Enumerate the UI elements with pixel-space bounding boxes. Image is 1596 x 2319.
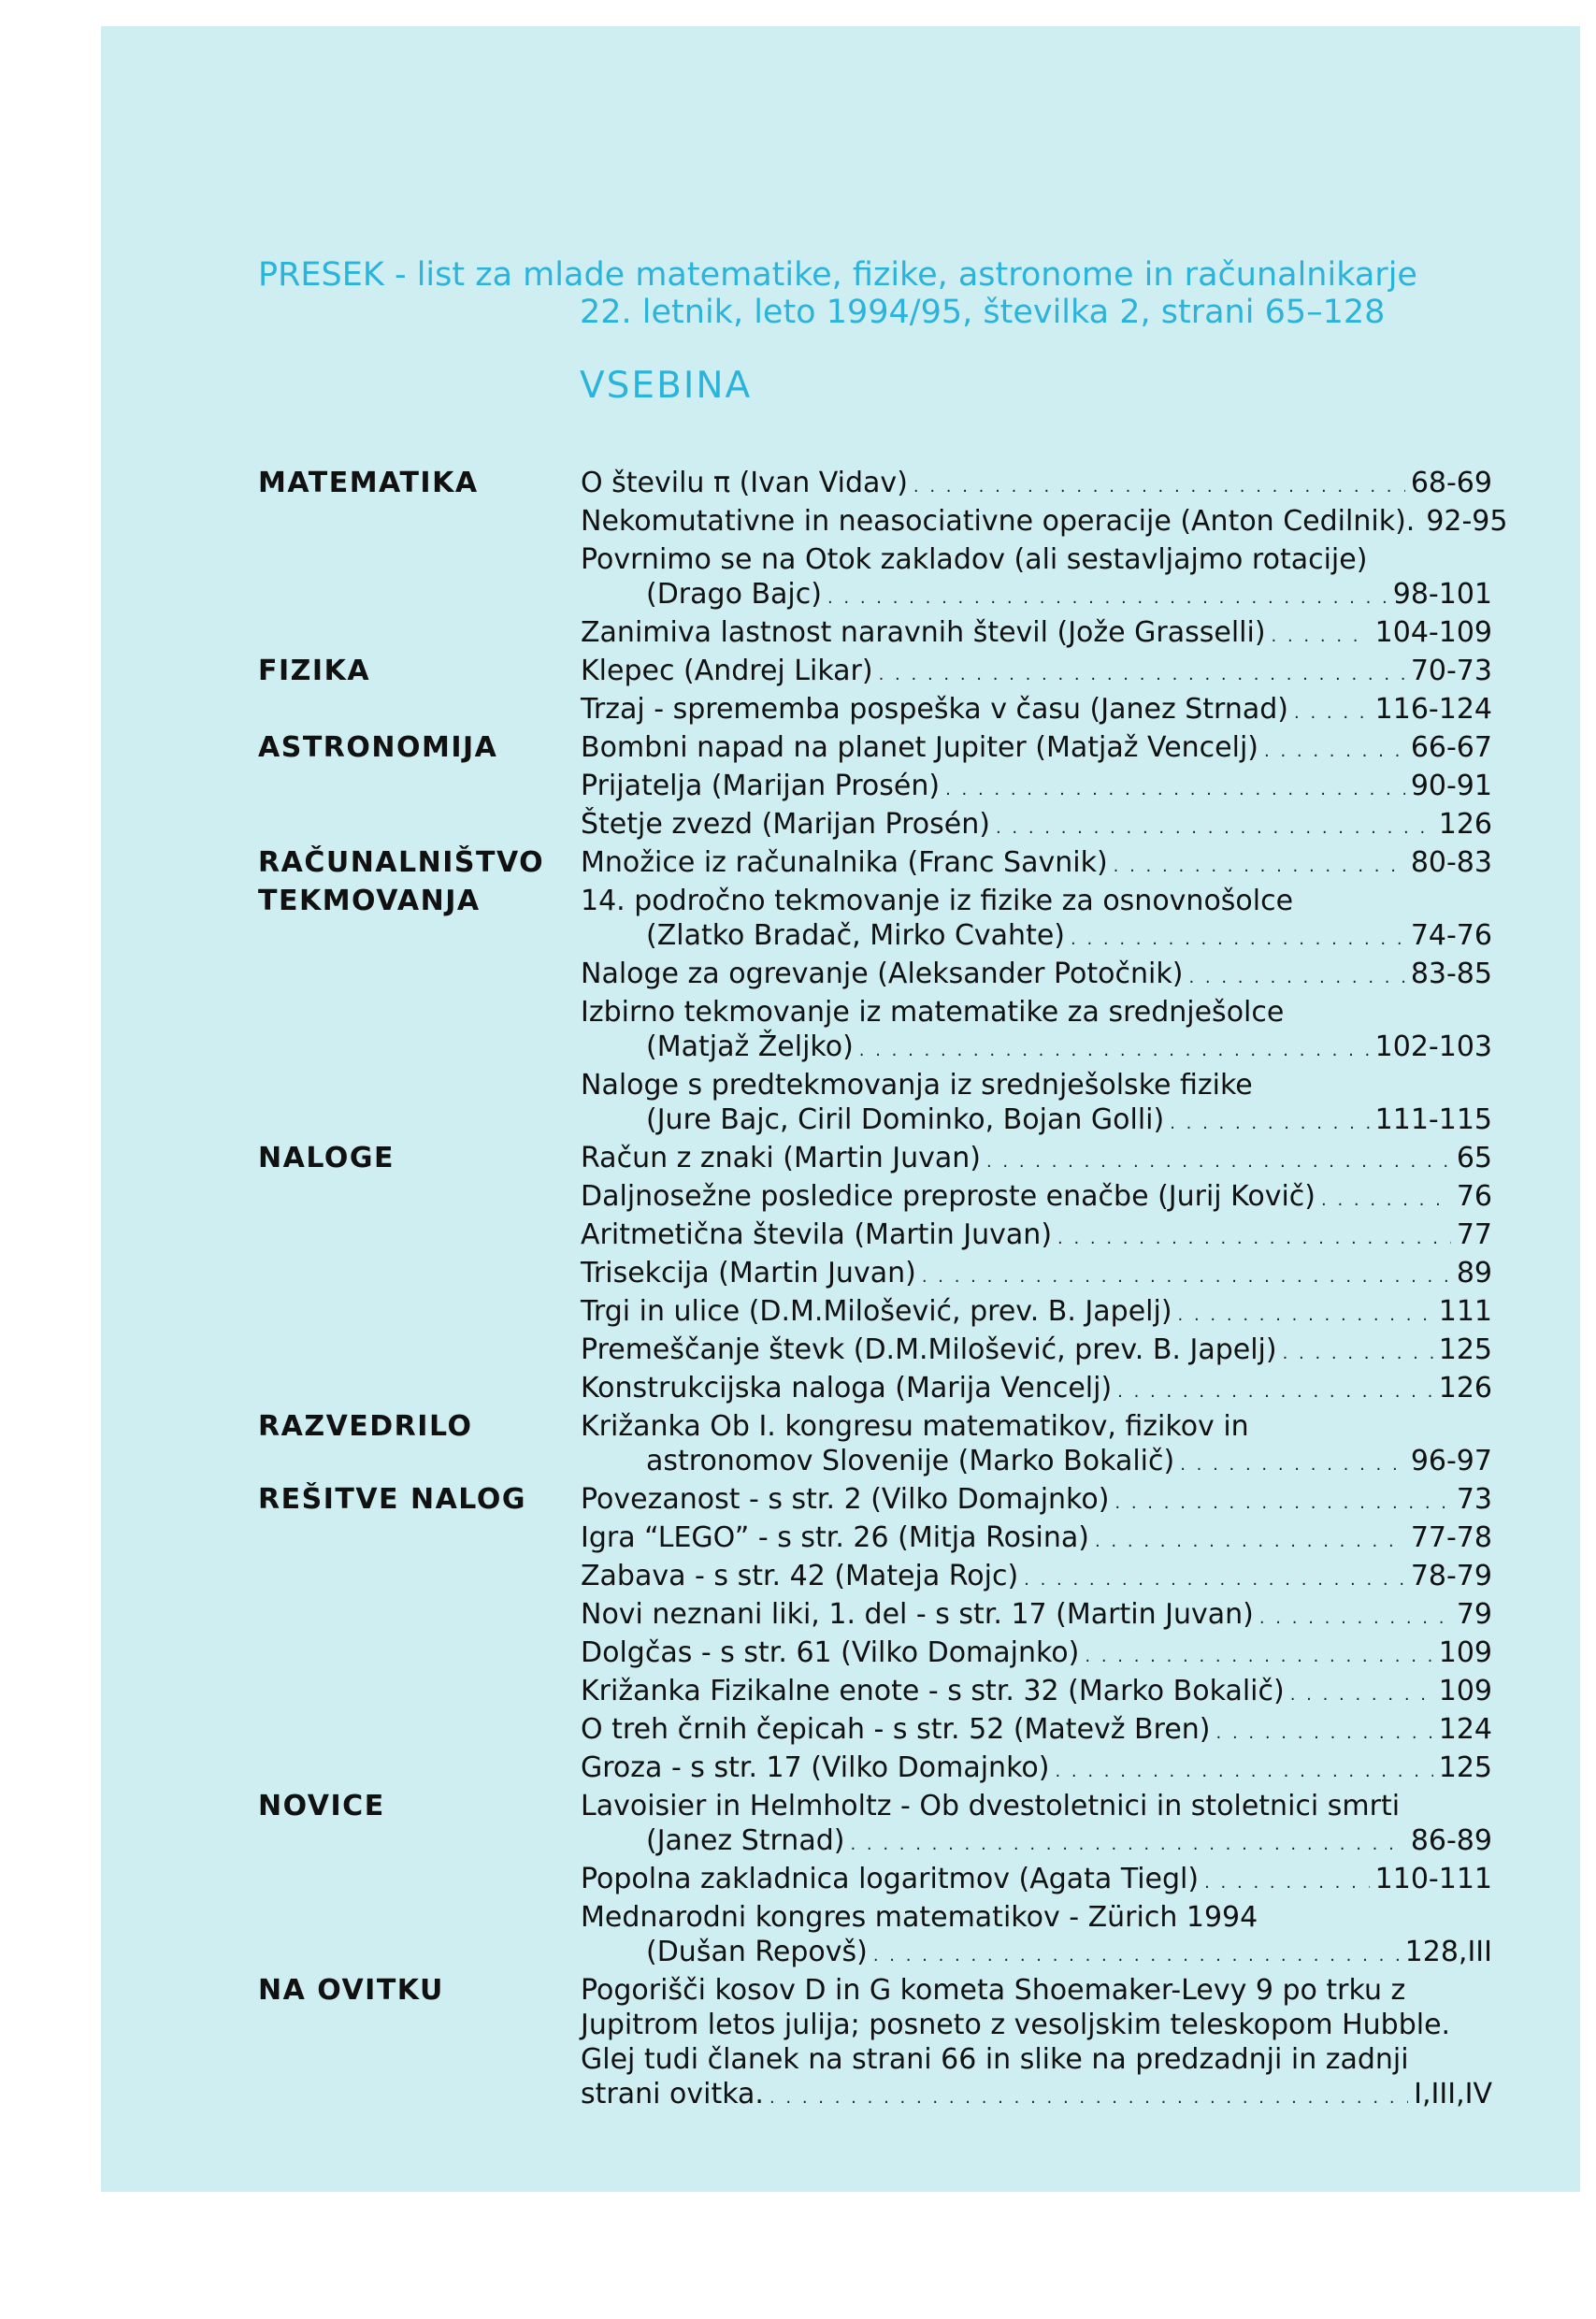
page-number: 102-103 <box>1374 1030 1492 1063</box>
section-title: REŠITVE NALOG <box>258 1483 526 1516</box>
page-number: 86-89 <box>1410 1824 1492 1857</box>
page-number: 104-109 <box>1374 616 1492 649</box>
section-title: TEKMOVANJA <box>258 885 481 917</box>
entry-title-line: Zanimiva lastnost naravnih števil (Jože Grasselli) <box>581 616 1266 649</box>
toc-entry[interactable] <box>581 1141 1492 1179</box>
entry-title-line: Novi neznani liki, 1. del - s str. 17 (Martin Juvan) <box>581 1598 1254 1631</box>
dot-leader <box>1272 615 1370 654</box>
dot-leader <box>1178 1294 1433 1332</box>
toc-entry[interactable] <box>581 1217 1492 1256</box>
section-entries <box>581 730 1492 845</box>
dot-leader <box>850 1823 1404 1862</box>
section-entries <box>581 1973 1492 2115</box>
toc-section <box>258 1973 1492 2115</box>
dot-leader <box>1071 918 1405 957</box>
toc-entry[interactable] <box>581 807 1492 845</box>
page-number: 109 <box>1438 1636 1492 1669</box>
toc-section <box>258 1482 1492 1789</box>
toc-entry[interactable] <box>581 1674 1492 1712</box>
dot-leader <box>1188 957 1404 995</box>
journal-title: PRESEK - list za mlade matematike, fizike, astronome in računalnikarje <box>258 256 1417 294</box>
entry-title-line: Premeščanje števk (D.M.Milošević, prev. B. Japelj) <box>581 1333 1277 1366</box>
entry-title-line: Nekomutativne in neasociativne operacije (Anton Cedilnik). <box>581 505 1416 538</box>
issue-info: 22. letnik, leto 1994/95, številka 2, strani 65–128 <box>580 294 1386 331</box>
toc-entry[interactable] <box>581 1597 1492 1635</box>
section-entries <box>581 884 1492 1141</box>
dot-leader <box>1085 1635 1432 1674</box>
dot-leader <box>1024 1559 1405 1597</box>
page-number: I,III,IV <box>1414 2078 1492 2110</box>
page-number: 125 <box>1438 1751 1492 1784</box>
entry-title-line: Izbirno tekmovanje iz matematike za srednješolce <box>581 996 1285 1029</box>
entry-title-line: Množice iz računalnika (Franc Savnik) <box>581 846 1108 879</box>
page-number: 73 <box>1456 1483 1492 1516</box>
entry-title-line: strani ovitka. <box>581 2078 764 2110</box>
toc-entry[interactable] <box>581 995 1492 1068</box>
entry-title-line: Groza - s str. 17 (Vilko Domajnko) <box>581 1751 1050 1784</box>
entry-title-line: (Jure Bajc, Ciril Dominko, Bojan Golli) <box>646 1103 1165 1136</box>
dot-leader <box>1117 1371 1433 1409</box>
page-number: 126 <box>1438 808 1492 841</box>
dot-leader <box>1057 1217 1451 1256</box>
entry-title-line: O treh črnih čepicah - s str. 52 (Matevž Bren) <box>581 1713 1211 1746</box>
toc-entry[interactable] <box>581 542 1492 615</box>
dot-leader <box>1180 1444 1405 1482</box>
section-title: ASTRONOMIJA <box>258 731 498 764</box>
dot-leader <box>1055 1750 1432 1789</box>
page-number: 80-83 <box>1410 846 1492 879</box>
section-title: NOVICE <box>258 1790 385 1822</box>
page-number: 90-91 <box>1410 770 1492 802</box>
page-number: 77 <box>1456 1218 1492 1251</box>
entry-title-line: Križanka Fizikalne enote - s str. 32 (Marko Bokalič) <box>581 1675 1285 1707</box>
entry-title-line: Trisekcija (Martin Juvan) <box>581 1257 916 1289</box>
dot-leader <box>859 1030 1370 1068</box>
entry-title-line: Klepec (Andrej Likar) <box>581 655 873 687</box>
section-title: RAZVEDRILO <box>258 1410 473 1443</box>
page-number: 125 <box>1438 1333 1492 1366</box>
table-of-contents <box>258 466 1508 2115</box>
page-number: 83-85 <box>1410 958 1492 990</box>
page-number: 76 <box>1456 1180 1492 1213</box>
entry-title-line: Mednarodni kongres matematikov - Zürich 1994 <box>581 1901 1258 1934</box>
page-number: 77-78 <box>1410 1521 1492 1554</box>
toc-entry[interactable] <box>581 1068 1492 1141</box>
entry-title-line: Daljnosežne posledice preproste enačbe (Jurij Kovič) <box>581 1180 1316 1213</box>
dot-leader <box>986 1141 1451 1179</box>
entry-title-line: astronomov Slovenije (Marko Bokalič) <box>646 1445 1175 1477</box>
section-entries <box>581 1141 1492 1409</box>
page-number: 111 <box>1438 1295 1492 1328</box>
page-number: 70-73 <box>1410 655 1492 687</box>
toc-section <box>258 730 1492 845</box>
dot-leader <box>1321 1179 1451 1217</box>
dot-leader <box>1216 1712 1433 1750</box>
section-title: NA OVITKU <box>258 1974 444 2007</box>
page-number: 128,III <box>1404 1936 1492 1968</box>
entry-title-line: Lavoisier in Helmholtz - Ob dvestoletnici in stoletnici smrti <box>581 1790 1401 1822</box>
entry-title-line: O številu π (Ivan Vidav) <box>581 467 908 499</box>
section-title: NALOGE <box>258 1142 395 1174</box>
entry-title-line: Glej tudi članek na strani 66 in slike na predzadnji in zadnji <box>581 2043 1409 2076</box>
section-entries <box>581 845 1492 884</box>
toc-section <box>258 1789 1492 1973</box>
toc-entry[interactable] <box>581 1179 1492 1217</box>
entry-title-line: 14. področno tekmovanje iz fizike za osnovnošolce <box>581 885 1294 917</box>
dot-leader <box>1290 1674 1433 1712</box>
section-title: MATEMATIKA <box>258 467 479 499</box>
entry-title-line: Jupitrom letos julija; posneto z vesoljskim teleskopom Hubble. <box>581 2009 1451 2041</box>
dot-leader <box>996 807 1433 845</box>
entry-title-line: Prijatelja (Marijan Prosén) <box>581 770 941 802</box>
entry-title-line: Bombni napad na planet Jupiter (Matjaž Vencelj) <box>581 731 1259 764</box>
page-number: 111-115 <box>1374 1103 1492 1136</box>
toc-entry[interactable] <box>581 1294 1492 1332</box>
page-number: 79 <box>1456 1598 1492 1631</box>
toc-entry[interactable] <box>581 884 1492 957</box>
entry-title-line: Križanka Ob I. kongresu matematikov, fizikov in <box>581 1410 1249 1443</box>
page-number: 92-95 <box>1426 505 1508 538</box>
dot-leader <box>922 1256 1451 1294</box>
entry-title-line: Trgi in ulice (D.M.Milošević, prev. B. Japelj) <box>581 1295 1172 1328</box>
dot-leader <box>1264 730 1405 769</box>
entry-title-line: Povrnimo se na Otok zakladov (ali sestavljajmo rotacije) <box>581 543 1368 576</box>
toc-entry[interactable] <box>581 1332 1492 1371</box>
toc-entry[interactable] <box>581 1409 1492 1482</box>
entry-title-line: (Dušan Repovš) <box>646 1936 868 1968</box>
dot-leader <box>1095 1520 1405 1559</box>
toc-entry[interactable] <box>581 1482 1492 1520</box>
section-title: RAČUNALNIŠTVO <box>258 846 545 879</box>
dot-leader <box>1114 1482 1450 1520</box>
dot-leader <box>945 769 1405 807</box>
toc-entry[interactable] <box>581 1520 1492 1559</box>
entry-title-line: (Zlatko Bradač, Mirko Cvahte) <box>646 919 1065 952</box>
dot-leader <box>913 466 1405 504</box>
toc-section <box>258 884 1492 1141</box>
section-entries <box>581 1409 1492 1482</box>
toc-entry[interactable] <box>581 1789 1492 1862</box>
page-number: 68-69 <box>1410 467 1492 499</box>
entry-title-line: (Janez Strnad) <box>646 1824 845 1857</box>
section-entries <box>581 1482 1492 1789</box>
entry-title-line: Račun z znaki (Martin Juvan) <box>581 1142 981 1174</box>
entry-title-line: Zabava - s str. 42 (Mateja Rojc) <box>581 1560 1019 1592</box>
section-entries <box>581 466 1508 654</box>
entry-title-line: Pogorišči kosov D in G kometa Shoemaker-Levy 9 po trku z <box>581 1974 1406 2007</box>
entry-title-line: Povezanost - s str. 2 (Vilko Domajnko) <box>581 1483 1110 1516</box>
entry-title-line: Trzaj - sprememba pospeška v času (Janez Strnad) <box>581 693 1289 726</box>
toc-entry[interactable] <box>581 1973 1492 2115</box>
page-number: 124 <box>1438 1713 1492 1746</box>
toc-entry[interactable] <box>581 1862 1492 1900</box>
page-number: 116-124 <box>1374 693 1492 726</box>
entry-title-line: (Drago Bajc) <box>646 578 822 611</box>
dot-leader <box>1283 1332 1433 1371</box>
dot-leader <box>1294 692 1370 730</box>
entry-title-line: Konstrukcijska naloga (Marija Vencelj) <box>581 1372 1113 1404</box>
toc-entry[interactable] <box>581 845 1492 884</box>
entry-title-line: Dolgčas - s str. 61 (Vilko Domajnko) <box>581 1636 1080 1669</box>
entry-title-line: Naloge za ogrevanje (Aleksander Potočnik) <box>581 958 1184 990</box>
dot-leader <box>769 2077 1408 2115</box>
section-entries <box>581 1789 1492 1973</box>
page-number: 65 <box>1456 1142 1492 1174</box>
page-number: 98-101 <box>1392 578 1492 611</box>
toc-entry[interactable] <box>581 1256 1492 1294</box>
section-title: FIZIKA <box>258 655 371 687</box>
page-number: 126 <box>1438 1372 1492 1404</box>
toc-entry[interactable] <box>581 769 1492 807</box>
toc-entry[interactable] <box>581 730 1492 769</box>
contents-heading: VSEBINA <box>580 365 753 407</box>
section-entries <box>581 654 1492 730</box>
toc-section <box>258 1141 1492 1409</box>
toc-entry[interactable] <box>581 466 1492 504</box>
toc-section <box>258 845 1492 884</box>
entry-title-line: Štetje zvezd (Marijan Prosén) <box>581 808 990 841</box>
toc-entry[interactable] <box>581 957 1492 995</box>
entry-title-line: (Matjaž Željko) <box>646 1030 854 1063</box>
dot-leader <box>1204 1862 1370 1900</box>
toc-entry[interactable] <box>581 504 1508 542</box>
page-number: 89 <box>1456 1257 1492 1289</box>
dot-leader <box>879 654 1405 692</box>
page-number: 109 <box>1438 1675 1492 1707</box>
page-number: 110-111 <box>1374 1863 1492 1895</box>
toc-entry[interactable] <box>581 1371 1492 1409</box>
toc-entry[interactable] <box>581 692 1492 730</box>
page-number: 66-67 <box>1410 731 1492 764</box>
dot-leader <box>1170 1102 1369 1141</box>
entry-title-line: Popolna zakladnica logaritmov (Agata Tiegl) <box>581 1863 1200 1895</box>
toc-entry[interactable] <box>581 1559 1492 1597</box>
toc-entry[interactable] <box>581 1750 1492 1789</box>
toc-section <box>258 1409 1492 1482</box>
dot-leader <box>873 1935 1400 1973</box>
entry-title-line: Aritmetična števila (Martin Juvan) <box>581 1218 1053 1251</box>
toc-entry[interactable] <box>581 654 1492 692</box>
dot-leader <box>1114 845 1405 884</box>
page-number: 96-97 <box>1410 1445 1492 1477</box>
toc-section <box>258 466 1508 654</box>
toc-entry[interactable] <box>581 615 1492 654</box>
dot-leader <box>1259 1597 1451 1635</box>
page-number: 74-76 <box>1410 919 1492 952</box>
toc-entry[interactable] <box>581 1900 1492 1973</box>
toc-entry[interactable] <box>581 1712 1492 1750</box>
page-number: 78-79 <box>1410 1560 1492 1592</box>
entry-title-line: Naloge s predtekmovanja iz srednješolske fizike <box>581 1069 1253 1102</box>
toc-entry[interactable] <box>581 1635 1492 1674</box>
entry-title-line: Igra “LEGO” - s str. 26 (Mitja Rosina) <box>581 1521 1089 1554</box>
toc-section <box>258 654 1492 730</box>
dot-leader <box>827 577 1388 615</box>
